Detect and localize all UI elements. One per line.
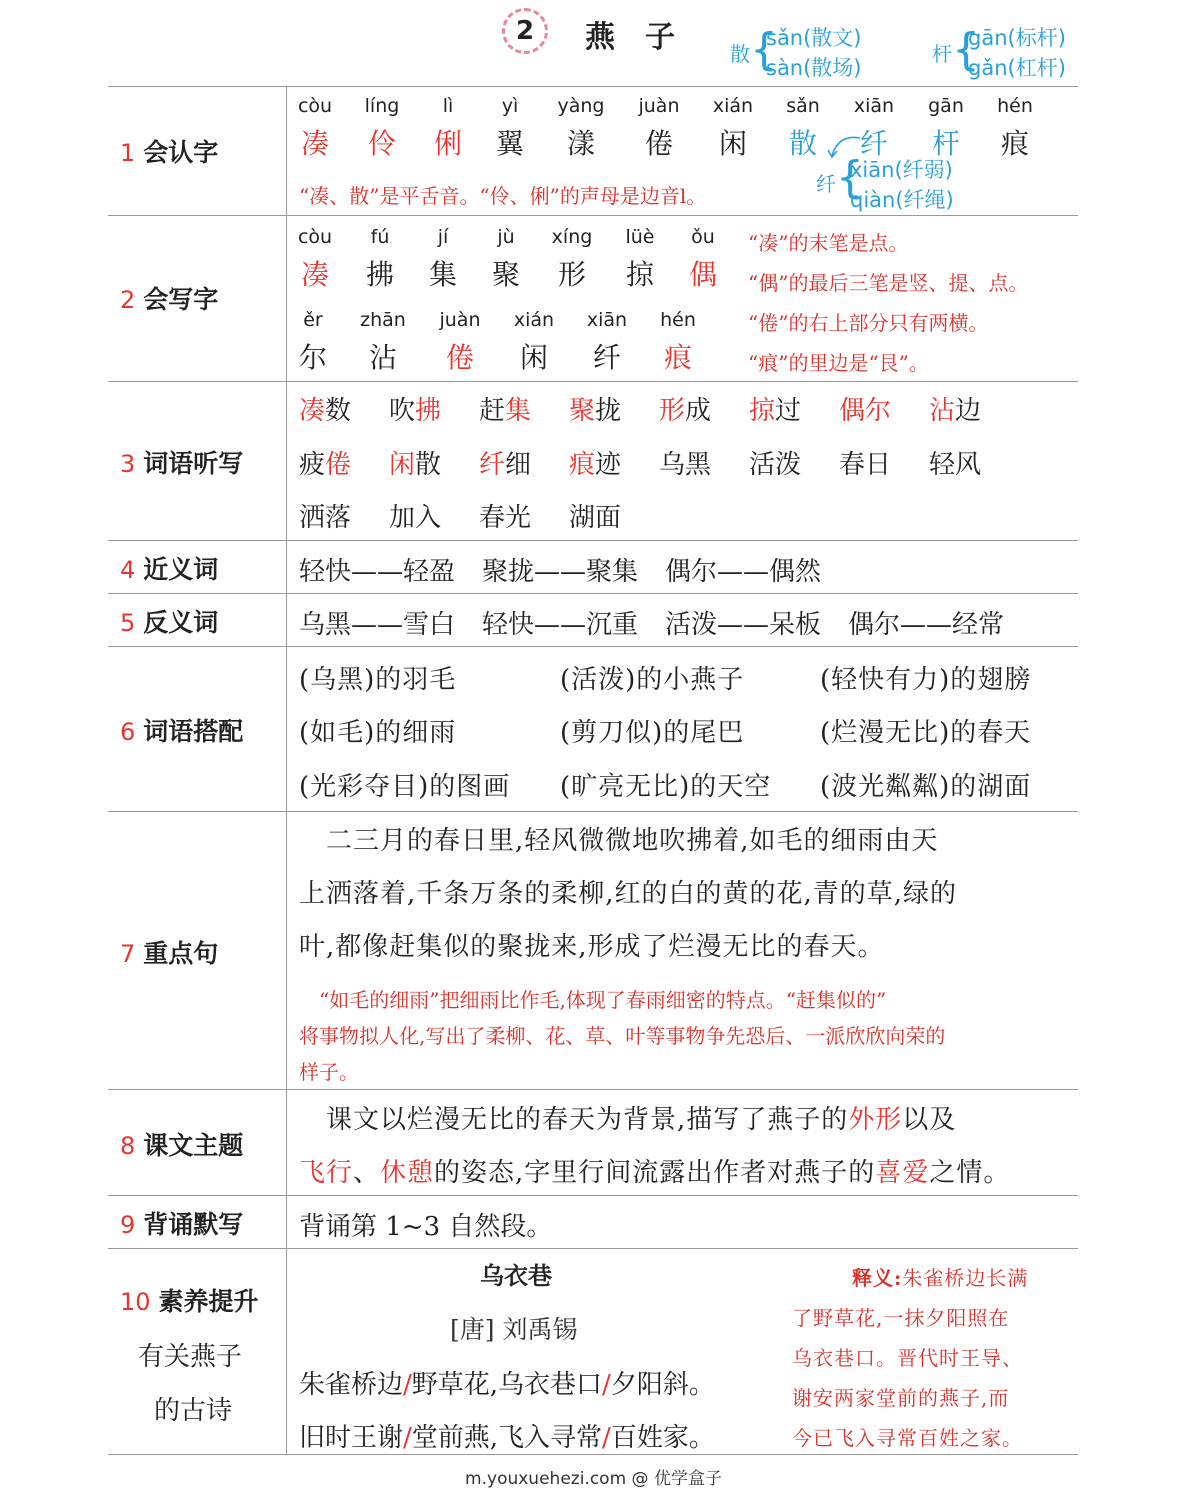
hanzi: 聚 bbox=[491, 258, 520, 291]
pinyin: hén bbox=[660, 309, 696, 331]
pinyin: líng bbox=[364, 95, 400, 117]
poem-title: 乌衣巷 bbox=[480, 1262, 552, 1290]
section-label-7: 7 重点句 bbox=[120, 939, 219, 968]
theme-line-1: 课文以烂漫无比的春天为背景,描写了燕子的外形以及 bbox=[299, 1105, 957, 1135]
hanzi: 杆 bbox=[931, 127, 960, 160]
hanzi: 集 bbox=[428, 258, 457, 291]
rule bbox=[108, 215, 1078, 216]
lesson-number: 2 bbox=[515, 16, 535, 46]
write-note: “倦”的右上部分只有两横。 bbox=[748, 311, 989, 335]
collocation: (剪刀似)的尾巴 bbox=[560, 718, 745, 748]
dictation-word: 沾边 bbox=[929, 396, 982, 426]
reading-1: xiān(纤弱) bbox=[850, 158, 953, 182]
section-label-9: 9 背诵默写 bbox=[120, 1210, 244, 1239]
section-label-6: 6 词语搭配 bbox=[120, 717, 244, 746]
rule bbox=[108, 1454, 1078, 1455]
brace-icon: { bbox=[952, 24, 980, 75]
hanzi: 偶 bbox=[688, 258, 717, 291]
dictation-word: 形成 bbox=[659, 396, 712, 426]
collocation: (波光粼粼)的湖面 bbox=[820, 772, 1032, 802]
write-note: “偶”的最后三笔是竖、提、点。 bbox=[748, 271, 1029, 295]
antonym-pair: 轻快——沉重 bbox=[482, 610, 639, 640]
brace-icon: { bbox=[836, 152, 864, 203]
poem-meaning-label: 释义: bbox=[852, 1266, 903, 1290]
collocation: (旷亮无比)的天空 bbox=[560, 772, 772, 802]
pinyin: xián bbox=[513, 309, 555, 331]
dictation-word: 吹拂 bbox=[389, 396, 442, 426]
antonym-pair: 偶尔——经常 bbox=[848, 610, 1005, 640]
theme-line-2: 飞行、休憩的姿态,字里行间流露出作者对燕子的喜爱之情。 bbox=[299, 1158, 1011, 1188]
rule bbox=[108, 1089, 1078, 1090]
dictation-word: 赶集 bbox=[479, 396, 532, 426]
poem-author-name: 刘禹锡 bbox=[502, 1315, 578, 1344]
poem-author bbox=[450, 1310, 577, 1346]
recite-text: 背诵第 1~3 自然段。 bbox=[299, 1212, 553, 1242]
dictation-word: 春光 bbox=[479, 503, 532, 533]
hanzi: 伶 bbox=[367, 127, 396, 160]
write-note: “凑”的末笔是点。 bbox=[748, 231, 909, 255]
pinyin: ǒu bbox=[691, 226, 715, 248]
pinyin: juàn bbox=[439, 309, 481, 331]
collocation: (烂漫无比)的春天 bbox=[820, 718, 1032, 748]
key-sentence-note: “如毛的细雨”把细雨比作毛,体现了春雨细密的特点。“赶集似的” bbox=[299, 988, 887, 1012]
rule bbox=[108, 381, 1078, 382]
section-10-sub-1: 有关燕子 bbox=[138, 1342, 243, 1372]
hanzi: 闲 bbox=[718, 127, 747, 160]
poem-meaning-line: 谢安两家堂前的燕子,而 bbox=[792, 1386, 1010, 1410]
dictation-word: 轻风 bbox=[929, 450, 982, 480]
antonym-pair: 乌黑——雪白 bbox=[299, 610, 456, 640]
hanzi: 倦 bbox=[445, 341, 474, 374]
key-sentence-note: 样子。 bbox=[299, 1060, 359, 1084]
hanzi: 翼 bbox=[495, 127, 524, 160]
dictation-word: 春日 bbox=[839, 450, 892, 480]
dictation-word: 疲倦 bbox=[299, 450, 352, 480]
pinyin: xián bbox=[712, 95, 754, 117]
pinyin: fú bbox=[370, 226, 390, 248]
collocation: (如毛)的细雨 bbox=[299, 718, 457, 748]
poem-meaning-line: 乌衣巷口。晋代时王导、 bbox=[792, 1346, 1023, 1370]
rule bbox=[108, 593, 1078, 594]
pinyin: juàn bbox=[638, 95, 680, 117]
key-sentence-note: 将事物拟人化,写出了柔柳、花、草、叶等事物争先恐后、一派欣欣向荣的 bbox=[299, 1024, 946, 1048]
rule bbox=[108, 646, 1078, 647]
footer-link[interactable]: m.youxuehezi.com @ 优学盒子 bbox=[465, 1469, 722, 1489]
poem-meaning-line: 了野草花,一抹夕阳照在 bbox=[792, 1306, 1010, 1330]
hanzi: 形 bbox=[557, 258, 586, 291]
hanzi: 俐 bbox=[433, 127, 462, 160]
hanzi: 痕 bbox=[663, 341, 692, 374]
polyphone-char: 杆 bbox=[932, 42, 952, 66]
theme-keyword: 喜爱 bbox=[875, 1158, 930, 1188]
hanzi: 凑 bbox=[300, 258, 329, 291]
rule bbox=[108, 1248, 1078, 1249]
reading-2: sàn(散场) bbox=[766, 56, 862, 80]
section-label-4: 4 近义词 bbox=[120, 555, 219, 584]
pinyin: lüè bbox=[625, 226, 655, 248]
polyphone-char: 散 bbox=[730, 42, 750, 66]
antonyms-row bbox=[299, 604, 1004, 641]
dictation-word: 凑数 bbox=[299, 396, 352, 426]
synonym-pair: 聚拢——聚集 bbox=[482, 557, 639, 587]
page-title: 燕 子 bbox=[585, 20, 675, 55]
pinyin: yàng bbox=[557, 95, 605, 117]
dictation-word: 湖面 bbox=[569, 503, 622, 533]
section-label-8: 8 课文主题 bbox=[120, 1131, 244, 1160]
hanzi: 倦 bbox=[644, 127, 673, 160]
pinyin: còu bbox=[297, 226, 333, 248]
antonym-pair: 活泼——呆板 bbox=[665, 610, 822, 640]
write-note: “痕”的里边是“艮”。 bbox=[748, 351, 929, 375]
section-label-1: 1 会认字 bbox=[120, 138, 219, 167]
dictation-word: 活泼 bbox=[749, 450, 802, 480]
theme-keyword: 休憩 bbox=[380, 1158, 435, 1188]
dictation-word: 掠过 bbox=[749, 396, 802, 426]
rule bbox=[108, 86, 1078, 87]
dictation-word: 乌黑 bbox=[659, 450, 712, 480]
hanzi: 痕 bbox=[1000, 127, 1029, 160]
pinyin: zhān bbox=[360, 309, 406, 331]
dictation-word: 纤细 bbox=[479, 450, 532, 480]
hanzi: 凑 bbox=[300, 127, 329, 160]
section-label-10: 10 素养提升 bbox=[120, 1287, 259, 1316]
pinyin: xiān bbox=[853, 95, 895, 117]
theme-keyword: 外形 bbox=[848, 1105, 903, 1135]
dictation-word: 加入 bbox=[389, 503, 442, 533]
poem-dynasty: [唐] bbox=[450, 1315, 495, 1344]
dictation-word: 偶尔 bbox=[839, 396, 892, 426]
section-label-2: 2 会写字 bbox=[120, 285, 219, 314]
synonym-pair: 轻快——轻盈 bbox=[299, 557, 456, 587]
pinyin: ěr bbox=[303, 309, 323, 331]
hanzi: 尔 bbox=[298, 341, 327, 374]
pinyin: jí bbox=[437, 226, 449, 248]
section-label-5: 5 反义词 bbox=[120, 608, 219, 637]
hanzi: 拂 bbox=[365, 258, 394, 291]
hanzi: 纤 bbox=[859, 127, 888, 160]
brace-icon: { bbox=[750, 24, 778, 75]
collocation: (光彩夺目)的图画 bbox=[299, 772, 511, 802]
reading-1: sǎn(散文) bbox=[766, 26, 862, 50]
arrow-icon bbox=[818, 130, 862, 160]
reading-2: gǎn(杠杆) bbox=[968, 56, 1066, 80]
hanzi: 纤 bbox=[592, 341, 621, 374]
hanzi: 沾 bbox=[368, 341, 397, 374]
key-sentence-line: 叶,都像赶集似的聚拢来,形成了烂漫无比的春天。 bbox=[299, 932, 885, 962]
poem-line-2: 旧时王谢/堂前燕,飞入寻常/百姓家。 bbox=[299, 1423, 715, 1453]
poem-line-1: 朱雀桥边/野草花,乌衣巷口/夕阳斜。 bbox=[299, 1370, 715, 1400]
poem-meaning-line: 今已飞入寻常百姓之家。 bbox=[792, 1426, 1023, 1450]
theme-keyword: 飞行 bbox=[299, 1158, 354, 1188]
reading-2: qiàn(纤绳) bbox=[850, 188, 954, 212]
recognize-note: “凑、散”是平舌音。“伶、俐”的声母是边音l。 bbox=[299, 184, 707, 208]
polyphone-char: 纤 bbox=[816, 172, 836, 196]
poem-meaning-line: 释义:朱雀桥边长满 bbox=[852, 1266, 1029, 1290]
collocation: (活泼)的小燕子 bbox=[560, 665, 745, 695]
synonym-pair: 偶尔——偶然 bbox=[665, 557, 822, 587]
dictation-word: 洒落 bbox=[299, 503, 352, 533]
reading-1: gān(标杆) bbox=[968, 26, 1066, 50]
hanzi: 散 bbox=[788, 127, 817, 160]
hanzi: 掠 bbox=[625, 258, 654, 291]
rule bbox=[108, 1195, 1078, 1196]
hanzi: 漾 bbox=[566, 127, 595, 160]
section-label-3: 3 词语听写 bbox=[120, 449, 244, 478]
pinyin: xiān bbox=[586, 309, 628, 331]
pinyin: yì bbox=[501, 95, 519, 117]
pinyin: lì bbox=[442, 95, 454, 117]
collocation: (轻快有力)的翅膀 bbox=[820, 665, 1032, 695]
dictation-word: 闲散 bbox=[389, 450, 442, 480]
key-sentence-line: 二三月的春日里,轻风微微地吹拂着,如毛的细雨由天 bbox=[299, 826, 939, 856]
synonyms-row bbox=[299, 551, 821, 588]
section-10-sub-2: 的古诗 bbox=[154, 1396, 233, 1426]
rule bbox=[108, 811, 1078, 812]
pinyin: còu bbox=[297, 95, 333, 117]
key-sentence-line: 上洒落着,千条万条的柔柳,红的白的黄的花,青的草,绿的 bbox=[299, 879, 958, 909]
hanzi: 闲 bbox=[519, 341, 548, 374]
pinyin: xíng bbox=[551, 226, 593, 248]
dictation-word: 聚拢 bbox=[569, 396, 622, 426]
collocation: (乌黑)的羽毛 bbox=[299, 665, 457, 695]
pinyin: gān bbox=[928, 95, 964, 117]
pinyin: sǎn bbox=[786, 95, 820, 117]
pinyin: hén bbox=[997, 95, 1033, 117]
pinyin: jù bbox=[497, 226, 515, 248]
rule bbox=[108, 540, 1078, 541]
dictation-word: 痕迹 bbox=[569, 450, 622, 480]
lesson-number-badge bbox=[502, 8, 548, 54]
